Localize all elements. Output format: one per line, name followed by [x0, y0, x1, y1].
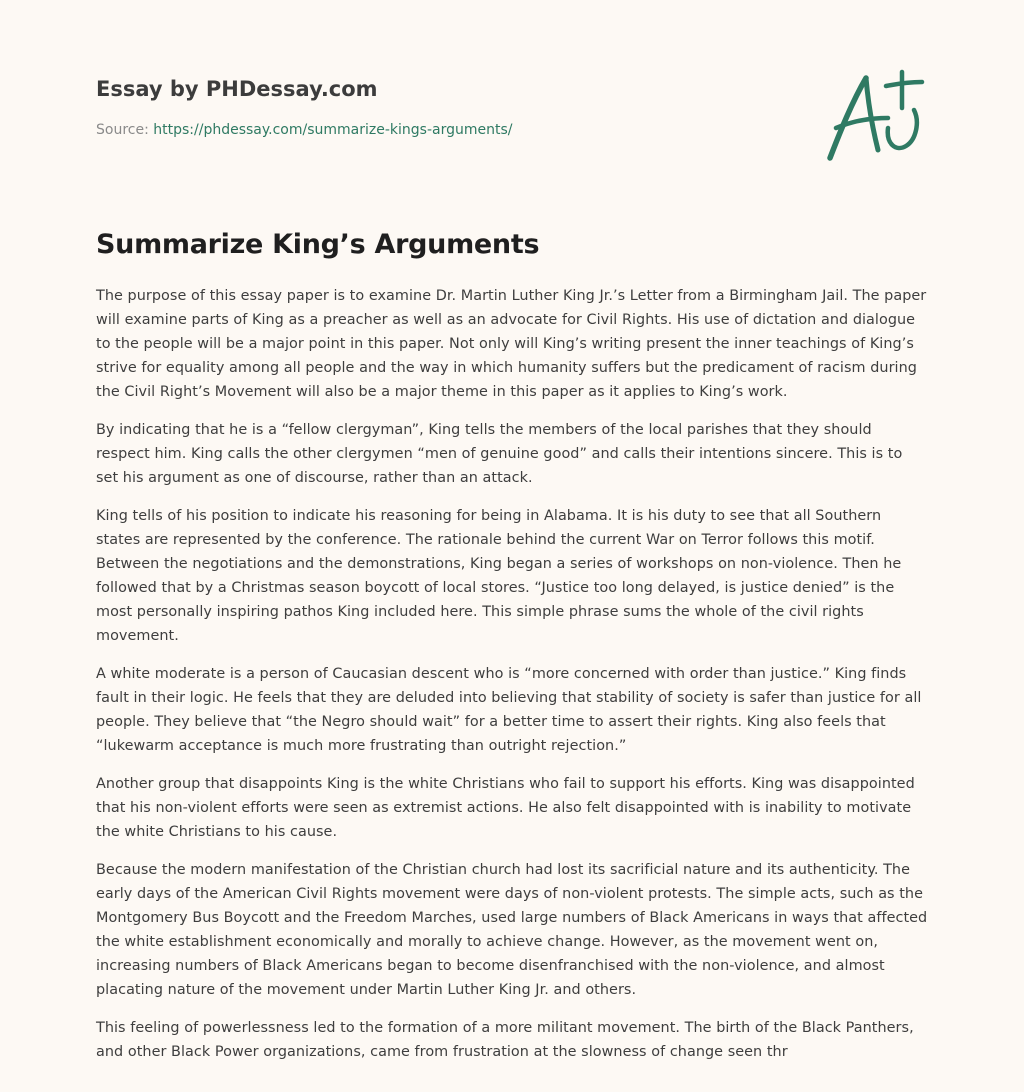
source-label: Source: — [96, 122, 154, 138]
essay-paragraph: A white moderate is a person of Caucasian descent who is “more concerned with order than justice.” King finds fault in their logic. He feels that they are deluded into believing that stability of society is safer than justice for all people. They believe that “the Negro should wait” for a better time to assert their rights. King also feels that “lukewarm acceptance is much more frustrating than outright rejection.” — [96, 666, 922, 754]
essay-paragraph: Because the modern manifestation of the Christian church had lost its sacrificial nature and its authenticity. The early days of the American Civil Rights movement were days of non-violent protests. The simple acts, such as the Montgomery Bus Boycott and the Freedom Marches, used large numbers of Black Americans in ways that affected the white establishment economically and morally to achieve change. However, as the movement went on, increasing numbers of Black Americans began to become disenfranchised with the non-violence, and almost placating nature of the movement under Martin Luther King Jr. and others. — [96, 862, 928, 998]
essay-title: Summarize King’s Arguments — [96, 229, 540, 260]
essay-paragraph: Another group that disappoints King is the white Christians who fail to support his efforts. King was disappointed that his non-violent efforts were seen as extremist actions. He also felt disappointed with is inability to motivate the white Christians to his cause. — [96, 776, 915, 840]
source-line — [96, 120, 796, 140]
page-header — [96, 74, 796, 140]
essay-paragraph: This feeling of powerlessness led to the formation of a more militant movement. The birth of the Black Panthers, and other Black Power organizations, came from frustration at the slowness of change seen thr — [96, 1020, 914, 1060]
a-plus-logo-icon — [822, 66, 928, 166]
essay-paragraph: By indicating that he is a “fellow clergyman”, King tells the members of the local parishes that they should respect him. King calls the other clergymen “men of genuine good” and calls their intentions sincere. This is to set his argument as one of discourse, rather than an attack. — [96, 422, 903, 486]
source-link[interactable]: https://phdessay.com/summarize-kings-arguments/ — [153, 122, 513, 138]
essay-paragraph: The purpose of this essay paper is to examine Dr. Martin Luther King Jr.’s Letter from a Birmingham Jail. The paper will examine parts of King as a preacher as well as an advocate for Civil Rights. His use of dictation and dialogue to the people will be a major point in this paper. Not only will King’s writing present the inner teachings of King’s strive for equality among all people and the way in which humanity suffers but the predicament of racism during the Civil Right’s Movement will also be a major theme in this paper as it applies to King’s work. — [96, 288, 927, 400]
site-title: Essay by PHDessay.com — [96, 77, 378, 101]
essay-body — [96, 284, 928, 1078]
essay-paragraph: King tells of his position to indicate his reasoning for being in Alabama. It is his duty to see that all Southern states are represented by the conference. The rationale behind the current War on Terror follows this motif. Between the negotiations and the demonstrations, King began a series of workshops on non-violence. Then he followed that by a Christmas season boycott of local stores. “Justice too long delayed, is justice denied” is the most personally inspiring pathos King included here. This simple phrase sums the whole of the civil rights movement. — [96, 508, 902, 644]
